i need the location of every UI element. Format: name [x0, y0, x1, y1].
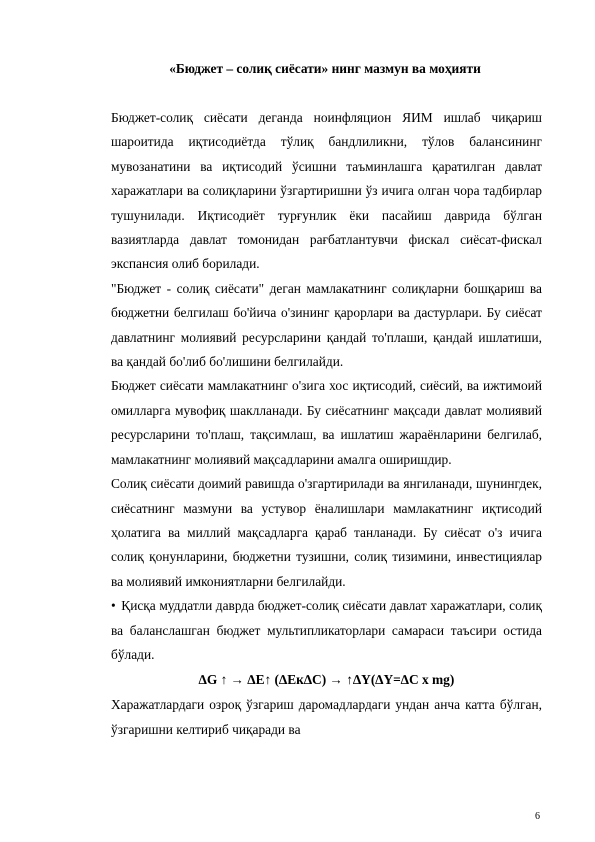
bullet-item	[111, 594, 542, 667]
paragraph-1	[111, 106, 542, 277]
paragraph-2-text: "Бюджет - солиқ сиёсати" деган мамлакатнинг солиқларни бошқариш ва бюджетни белгилаш бо'йича о'зининг қарорлари ва дастурлари. Бу сиёсат давлатнинг молиявий ресурсларини қандай то'плаши, қандай ишлатиши, ва қандай бо'либ бо'лишини белгилайди.	[111, 280, 542, 370]
paragraph-2	[111, 277, 542, 375]
paragraph-1-text: Бюджет-солиқ сиёсати деганда ноинфляцион ЯИМ ишлаб чиқариш шароитида иқтисодиётда тўлиқ бандлиликни, тўлов балансининг мувозанатини ва иқтисодий ўсишни таъминлашга қаратилган давлат харажатлари ва солиқларини ўзгартиришни ўз ичига олган чора тадбирлар тушунилади. Иқтисодиёт турғунлик ёки пасайиш даврида бўлган вазиятларда давлат томонидан рағбатлантувчи фискал сиёсат-фискал экспансия олиб борилади.	[111, 110, 542, 272]
paragraph-3-text: Бюджет сиёсати мамлакатнинг о'зига хос иқтисодий, сиёсий, ва ижтимоий омилларга мувофиқ шаклланади. Бу сиёсатнинг мақсади давлат молиявий ресурсларини то'плаш, тақсимлаш, ва ишлатиш жараёнларини белгилаб, мамлакатнинг молиявий мақсадларини амалга оширишдир.	[111, 378, 542, 467]
body-text	[111, 106, 542, 742]
bullet-marker: •	[111, 598, 116, 614]
paragraph-4-text: Солиқ сиёсати доимий равишда о'згартирилади ва янгиланади, шунингдек, сиёсатнинг мазмуни ва устувор ёналишлари мамлакатнинг иқтисодий ҳолатига ва миллий мақсадларга қараб танланади. Бу сиёсат о'з ичига солиқ қонунларини, бюджетни тузишни, солиқ тизимини, инвестициялар ва молиявий имкониятларни белгилайди.	[111, 476, 542, 589]
page-title: «Бюджет – солиқ сиёсати» нинг мазмун ва моҳияти	[169, 61, 481, 76]
bullet-text: Қисқа муддатли даврда бюджет-солиқ сиёсати давлат харажатлари, солиқ ва баланслашган бюджет мультипликаторлари самараси таъсири остида бўлади.	[111, 598, 542, 662]
paragraph-5-text: Харажатлардаги озроқ ўзгариш даромадлардаги ундан анча катта бўлган, ўзгаришни келтириб чиқаради ва	[111, 697, 542, 737]
paragraph-5	[111, 693, 542, 742]
page-number: 6	[535, 811, 540, 822]
paragraph-3	[111, 374, 542, 472]
paragraph-4	[111, 472, 542, 594]
formula: ∆G ↑ → ∆E↑ (∆Eк∆C) → ↑∆Y(∆Y=∆C x mg)	[198, 672, 455, 688]
